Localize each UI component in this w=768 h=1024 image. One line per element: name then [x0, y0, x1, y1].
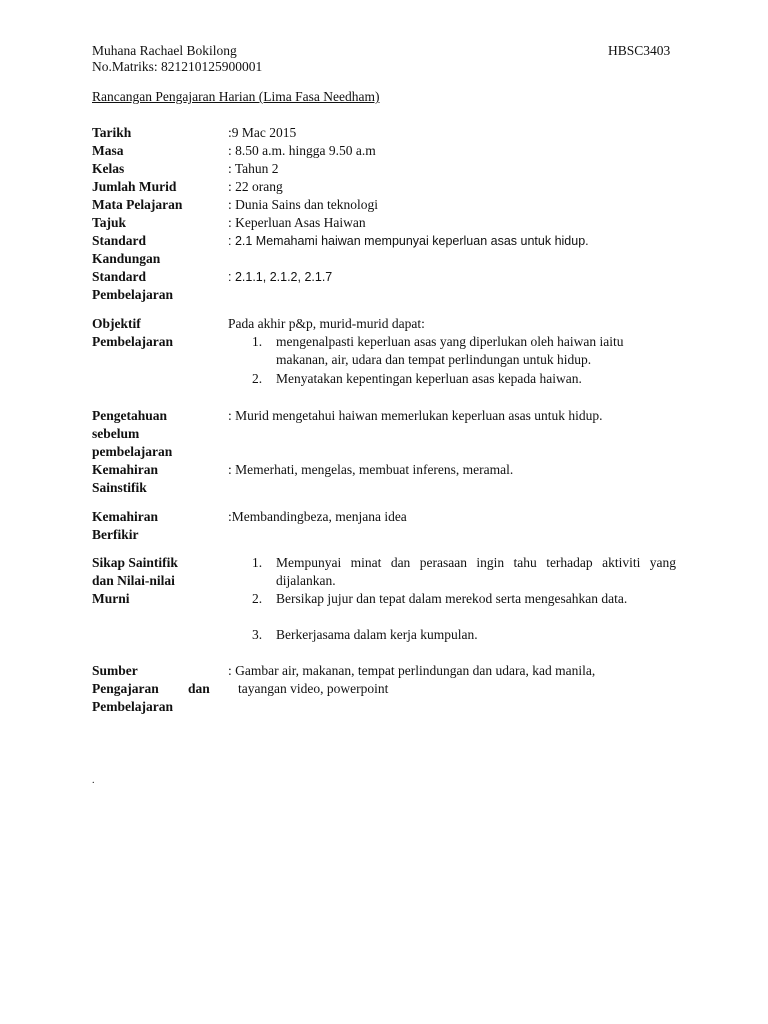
- label-standard-pembelajaran-1: Standard: [92, 269, 147, 284]
- label-masa: Masa: [92, 143, 124, 158]
- objektif-intro: Pada akhir p&p, murid-murid dapat:: [228, 316, 425, 331]
- matric-number: No.Matriks: 821210125900001: [92, 59, 263, 74]
- sikap-item-text: Bersikap jujur dan tepat dalam merekod serta mengesahkan data.: [276, 591, 628, 606]
- sikap-item-number: 2.: [252, 591, 263, 606]
- value-kemahiran-sainstifik: : Memerhati, mengelas, membuat inferens, meramal.: [228, 462, 514, 477]
- label-sikap-3: Murni: [92, 591, 130, 606]
- label-pengetahuan-2: sebelum: [92, 426, 140, 441]
- sikap-item-number: 3.: [252, 627, 263, 642]
- author-name: Muhana Rachael Bokilong: [92, 43, 237, 58]
- label-kemahiran-berfikir-1: Kemahiran: [92, 509, 158, 524]
- label-kemahiran-sainstifik-1: Kemahiran: [92, 462, 158, 477]
- label-kemahiran-berfikir-2: Berfikir: [92, 527, 139, 542]
- label-sumber-3: Pembelajaran: [92, 699, 173, 714]
- value-sumber-line-1: : Gambar air, makanan, tempat perlindungan dan udara, kad manila,: [228, 663, 596, 678]
- label-sumber-2b: dan: [188, 681, 210, 696]
- label-sumber-2a: Pengajaran: [92, 681, 159, 696]
- value-pengetahuan: : Murid mengetahui haiwan memerlukan keperluan asas untuk hidup.: [228, 408, 603, 423]
- value-tarikh: :9 Mac 2015: [228, 125, 297, 140]
- value-sumber-line-2: tayangan video, powerpoint: [238, 681, 389, 696]
- sikap-item-number: 1.: [252, 555, 263, 570]
- value-mata-pelajaran: : Dunia Sains dan teknologi: [228, 197, 378, 212]
- objektif-item-text: Menyatakan kepentingan keperluan asas kepada haiwan.: [276, 371, 582, 386]
- footer-mark: .: [92, 775, 95, 786]
- value-kelas: : Tahun 2: [228, 161, 279, 176]
- value-standard-pembelajaran: : 2.1.1, 2.1.2, 2.1.7: [228, 270, 333, 284]
- label-tarikh: Tarikh: [92, 125, 132, 140]
- label-kelas: Kelas: [92, 161, 125, 176]
- objektif-item-number: 2.: [252, 371, 263, 386]
- sikap-item-text: Berkerjasama dalam kerja kumpulan.: [276, 627, 478, 642]
- label-jumlah-murid: Jumlah Murid: [92, 179, 177, 194]
- label-tajuk: Tajuk: [92, 215, 127, 230]
- objektif-item-number: 1.: [252, 334, 263, 349]
- label-objektif-2: Pembelajaran: [92, 334, 173, 349]
- sikap-item-text: Mempunyai minat dan perasaan ingin tahu terhadap aktiviti yang dijalankan.: [276, 555, 676, 588]
- value-tajuk: : Keperluan Asas Haiwan: [228, 215, 366, 230]
- label-standard-pembelajaran-2: Pembelajaran: [92, 287, 173, 302]
- course-code: HBSC3403: [608, 43, 671, 58]
- document-title: Rancangan Pengajaran Harian (Lima Fasa Needham): [92, 89, 380, 104]
- label-pengetahuan-1: Pengetahuan: [92, 408, 168, 423]
- label-standard-kandungan-1: Standard: [92, 233, 147, 248]
- label-sikap-2: dan Nilai-nilai: [92, 573, 175, 588]
- label-pengetahuan-3: pembelajaran: [92, 444, 173, 459]
- label-standard-kandungan-2: Kandungan: [92, 251, 161, 266]
- label-objektif-1: Objektif: [92, 316, 141, 331]
- value-kemahiran-berfikir: :Membandingbeza, menjana idea: [228, 509, 407, 524]
- value-masa: : 8.50 a.m. hingga 9.50 a.m: [228, 143, 376, 158]
- value-standard-kandungan: : 2.1 Memahami haiwan mempunyai keperluan asas untuk hidup.: [228, 234, 589, 248]
- label-sikap-1: Sikap Saintifik: [92, 555, 178, 570]
- label-mata-pelajaran: Mata Pelajaran: [92, 197, 183, 212]
- value-jumlah-murid: : 22 orang: [228, 179, 283, 194]
- objektif-item-text: mengenalpasti keperluan asas yang diperlukan oleh haiwan iaitu makanan, air, udara dan tempat perlindungan untuk hidup.: [276, 334, 624, 367]
- label-kemahiran-sainstifik-2: Sainstifik: [92, 480, 147, 495]
- label-sumber-1: Sumber: [92, 663, 138, 678]
